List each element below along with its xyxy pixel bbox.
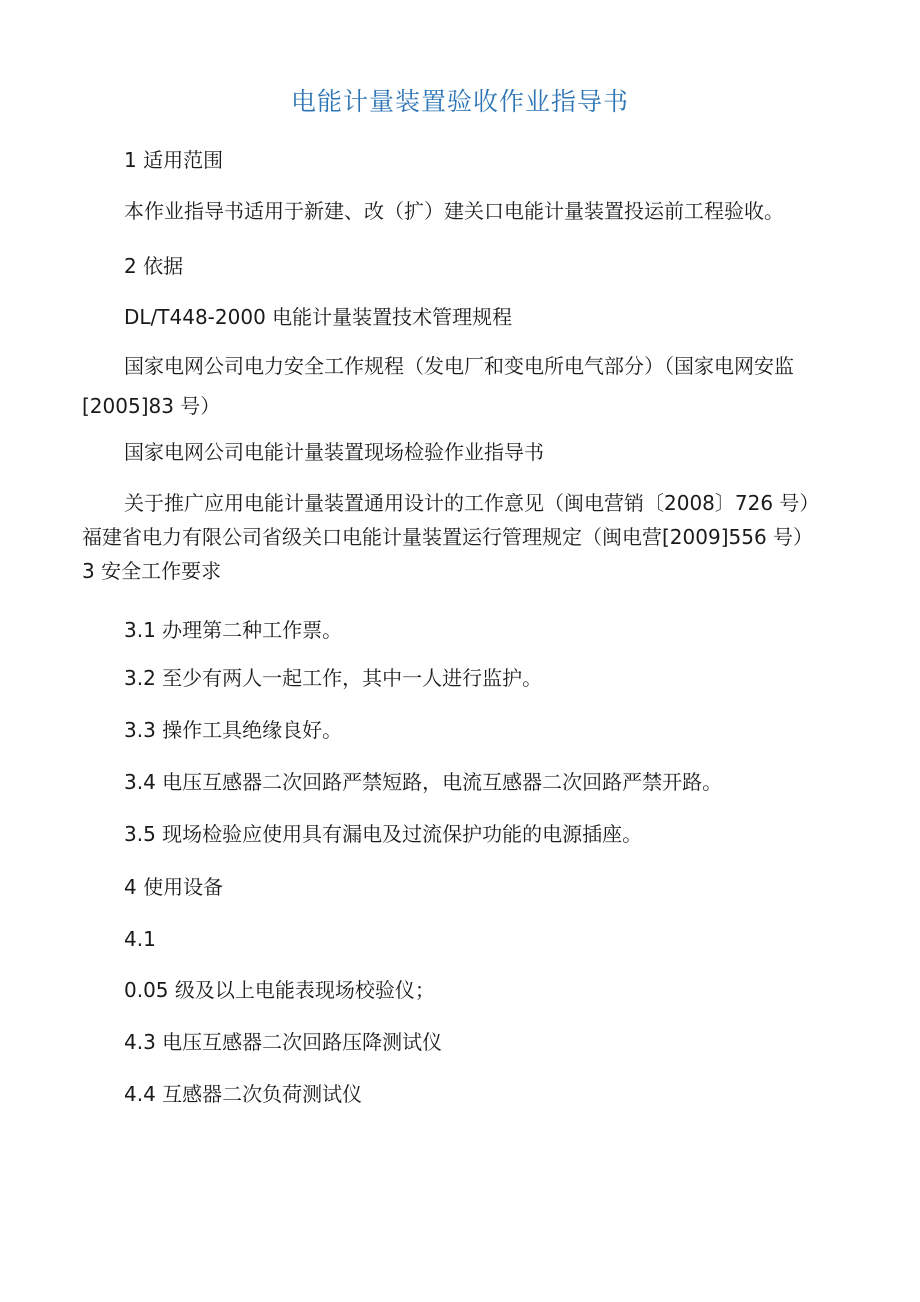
reference-item: 国家电网公司电力安全工作规程（发电厂和变电所电气部分）（国家电网安监[2005]83 号） — [82, 354, 794, 418]
equipment-item-number: 4.1 — [124, 927, 156, 951]
safety-item: 3.4 电压互感器二次回路严禁短路，电流互感器二次回路严禁开路。 — [124, 770, 723, 794]
section-3-heading: 3 安全工作要求 — [82, 559, 222, 583]
section-1-text: 本作业指导书适用于新建、改（扩）建关口电能计量装置投运前工程验收。 — [124, 199, 784, 223]
reference-item: 关于推广应用电能计量装置通用设计的工作意见（闽电营销〔2008〕726 号） — [124, 491, 820, 515]
reference-item: DL/T448-2000 电能计量装置技术管理规程 — [124, 305, 513, 329]
section-1-heading: 1 适用范围 — [124, 148, 224, 172]
equipment-item: 4.3 电压互感器二次回路压降测试仪 — [124, 1030, 443, 1054]
safety-item: 3.1 办理第二种工作票。 — [124, 618, 343, 642]
equipment-item: 4.4 互感器二次负荷测试仪 — [124, 1082, 363, 1106]
safety-item: 3.5 现场检验应使用具有漏电及过流保护功能的电源插座。 — [124, 822, 643, 846]
section-4-heading: 4 使用设备 — [124, 875, 224, 899]
section-2-heading: 2 依据 — [124, 254, 184, 278]
reference-item: 福建省电力有限公司省级关口电能计量装置运行管理规定（闽电营[2009]556 号） — [82, 525, 814, 549]
equipment-item: 0.05 级及以上电能表现场校验仪； — [124, 978, 435, 1002]
safety-item: 3.2 至少有两人一起工作，其中一人进行监护。 — [124, 666, 543, 690]
document-title: 电能计量装置验收作业指导书 — [290, 87, 629, 116]
reference-item: 国家电网公司电能计量装置现场检验作业指导书 — [124, 440, 544, 464]
safety-item: 3.3 操作工具绝缘良好。 — [124, 718, 343, 742]
